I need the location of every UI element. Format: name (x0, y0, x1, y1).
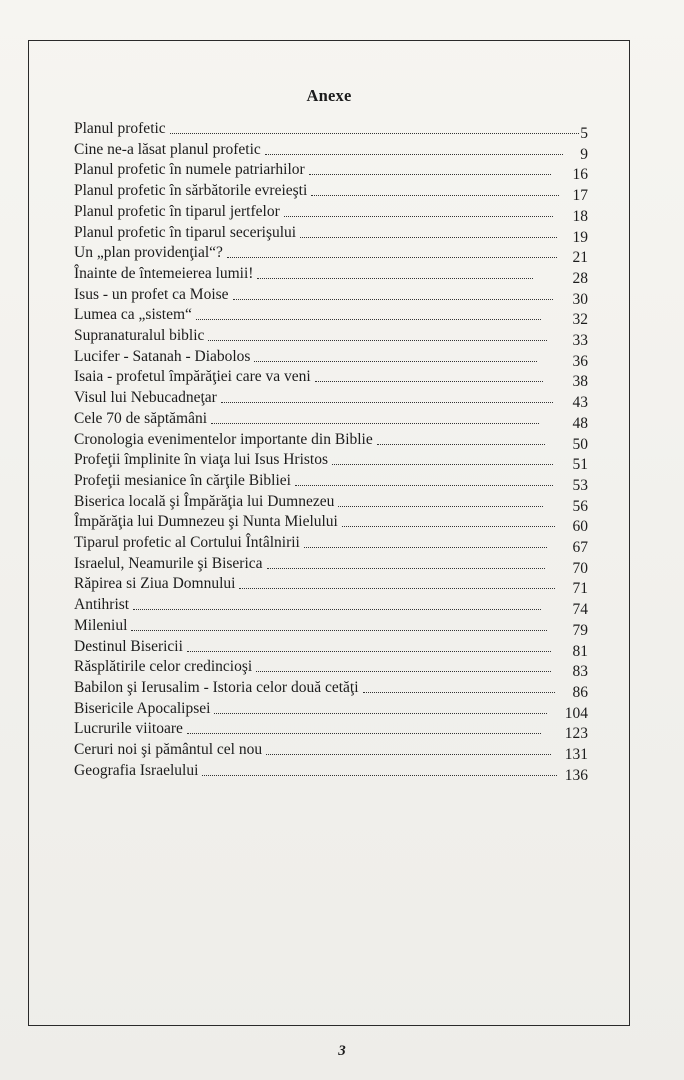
toc-page-number: 9 (580, 145, 588, 163)
toc-page-number: 83 (572, 663, 588, 681)
toc-entry (74, 594, 544, 614)
toc-entry (74, 118, 582, 138)
toc-page-number: 81 (572, 642, 588, 660)
toc-entry-label: Mileniul (74, 616, 128, 634)
toc-entry (74, 180, 562, 200)
dot-leader (131, 629, 547, 631)
page-number: 3 (338, 1043, 346, 1059)
dot-leader (311, 194, 559, 196)
toc-page-number: 30 (572, 290, 588, 308)
toc-page-number: 70 (572, 559, 588, 577)
toc-entry (74, 615, 550, 635)
page-title: Anexe (306, 86, 352, 105)
dot-leader (239, 587, 555, 589)
toc-entry-label: Înainte de întemeierea lumii! (74, 264, 254, 282)
dot-leader (309, 173, 551, 175)
toc-entry (74, 553, 548, 573)
toc-entry (74, 366, 546, 386)
dot-leader (170, 132, 579, 134)
toc-entry-label: Lucrurile viitoare (74, 720, 183, 738)
toc-entry (74, 449, 556, 469)
dot-leader (254, 360, 537, 362)
toc-entry-label: Isaia - profetul împărăţiei care va veni (74, 368, 311, 386)
toc-entry-label: Răpirea si Ziua Domnului (74, 575, 236, 593)
toc-entry (74, 284, 556, 304)
toc-page-number: 48 (572, 414, 588, 432)
toc-entry-label: Un „plan providenţial“? (74, 244, 223, 262)
toc-entry (74, 159, 554, 179)
toc-page-number: 136 (564, 766, 588, 784)
dot-leader (196, 318, 541, 320)
toc-entry (74, 532, 550, 552)
toc-entry-label: Lumea ca „sistem“ (74, 306, 192, 324)
toc-entry-label: Babilon şi Ierusalim - Istoria celor două cetăţi (74, 678, 359, 696)
toc-entry-label: Tiparul profetic al Cortului Întâlnirii (74, 534, 300, 551)
dot-leader (187, 732, 541, 734)
toc-entry (74, 408, 542, 428)
toc-entry (74, 739, 554, 759)
toc-page-number: 74 (572, 601, 588, 619)
table-of-contents (74, 118, 588, 784)
toc-entry-label: Răsplătirile celor credincioşi (74, 658, 253, 676)
toc-entry-label: Visul lui Nebucadneţar (74, 389, 217, 407)
dot-leader (315, 380, 543, 382)
dot-leader (208, 339, 547, 341)
toc-entry-label: Antihrist (74, 596, 130, 614)
dot-leader (233, 298, 553, 300)
toc-entry (74, 718, 544, 738)
toc-page-number: 79 (572, 621, 588, 639)
toc-page-number: 60 (572, 518, 588, 536)
dot-leader (300, 236, 557, 238)
toc-entry (74, 656, 554, 676)
dot-leader (295, 484, 553, 486)
dot-leader (332, 463, 553, 465)
dot-leader (284, 215, 553, 217)
dot-leader (265, 153, 563, 155)
toc-entry (74, 242, 560, 262)
dot-leader (304, 546, 547, 548)
toc-entry (74, 636, 554, 656)
toc-entry (74, 387, 556, 407)
toc-entry-label: Israelul, Neamurile şi Biserica (74, 554, 263, 572)
toc-page-number: 131 (564, 746, 588, 763)
toc-page-number: 71 (572, 580, 588, 598)
toc-page-number: 51 (572, 456, 588, 474)
dot-leader (377, 443, 545, 445)
toc-entry-label: Planul profetic în sărbătorile evreieşti (74, 182, 308, 200)
toc-page-number: 56 (572, 497, 588, 515)
dot-leader (256, 670, 551, 672)
dot-leader (202, 774, 557, 776)
toc-entry (74, 677, 558, 697)
toc-entry-label: Destinul Bisericii (74, 637, 183, 655)
toc-entry-label: Cine ne-a lăsat planul profetic (74, 140, 261, 158)
toc-entry (74, 760, 560, 780)
dot-leader (266, 753, 551, 755)
dot-leader (211, 422, 539, 424)
toc-entry-label: Profeţii împlinite în viaţa lui Isus Hristos (74, 451, 329, 469)
toc-entry-label: Supranaturalul biblic (74, 327, 205, 344)
toc-page-number: 104 (564, 704, 588, 722)
toc-page-number: 17 (572, 187, 588, 205)
toc-page-number: 28 (572, 269, 588, 287)
toc-page-number: 50 (572, 435, 588, 453)
toc-entry (74, 429, 548, 449)
toc-entry-label: Împărăţia lui Dumnezeu şi Nunta Mielului (74, 513, 338, 531)
dot-leader (267, 567, 545, 569)
toc-entry (74, 222, 560, 242)
toc-page-number: 86 (572, 683, 588, 701)
toc-page-number: 36 (572, 352, 588, 370)
toc-page-number: 19 (572, 228, 588, 246)
toc-entry-label: Planul profetic în numele patriarhilor (74, 161, 305, 179)
toc-page-number: 123 (564, 725, 588, 743)
toc-entry (74, 511, 558, 531)
toc-entry-label: Planul profetic (74, 120, 166, 137)
dot-leader (363, 691, 555, 693)
toc-entry-label: Geografia Israelului (74, 761, 199, 779)
toc-entry-label: Cronologia evenimentelor importante din Biblie (74, 430, 373, 448)
dot-leader (257, 277, 533, 279)
dot-leader (227, 256, 557, 258)
toc-entry-label: Biserica locală şi Împărăţia lui Dumnezeu (74, 492, 335, 510)
dot-leader (338, 505, 543, 507)
toc-page-number: 43 (572, 394, 588, 412)
toc-entry (74, 346, 540, 366)
toc-entry (74, 573, 558, 593)
toc-entry (74, 139, 566, 159)
toc-entry-label: Planul profetic în tiparul jertfelor (74, 202, 280, 220)
toc-entry (74, 491, 546, 511)
toc-page-number: 67 (572, 539, 588, 556)
toc-page-number: 21 (572, 249, 588, 267)
toc-entry-label: Cele 70 de săptămâni (74, 409, 207, 427)
toc-page-number: 18 (572, 207, 588, 225)
toc-page-number: 33 (572, 332, 588, 349)
dot-leader (187, 650, 551, 652)
dot-leader (221, 401, 553, 403)
toc-page-number: 16 (572, 166, 588, 184)
toc-entry (74, 263, 536, 283)
toc-entry-label: Ceruri noi şi pământul cel nou (74, 741, 263, 758)
toc-entry (74, 201, 556, 221)
toc-entry-label: Profeţii mesianice în cărţile Bibliei (74, 471, 291, 489)
dot-leader (214, 712, 547, 714)
toc-entry-label: Bisericile Apocalipsei (74, 699, 211, 717)
toc-entry (74, 698, 550, 718)
toc-entry-label: Isus - un profet ca Moise (74, 285, 229, 303)
toc-page-number: 32 (572, 311, 588, 329)
dot-leader (342, 525, 555, 527)
toc-entry (74, 470, 556, 490)
toc-page-number: 38 (572, 373, 588, 391)
toc-page-number: 53 (572, 476, 588, 494)
toc-entry-label: Lucifer - Satanah - Diabolos (74, 347, 251, 365)
toc-entry-label: Planul profetic în tiparul secerişului (74, 223, 297, 241)
toc-entry (74, 304, 544, 324)
dot-leader (133, 608, 541, 610)
toc-page-number: 5 (580, 125, 588, 142)
toc-entry (74, 325, 550, 345)
